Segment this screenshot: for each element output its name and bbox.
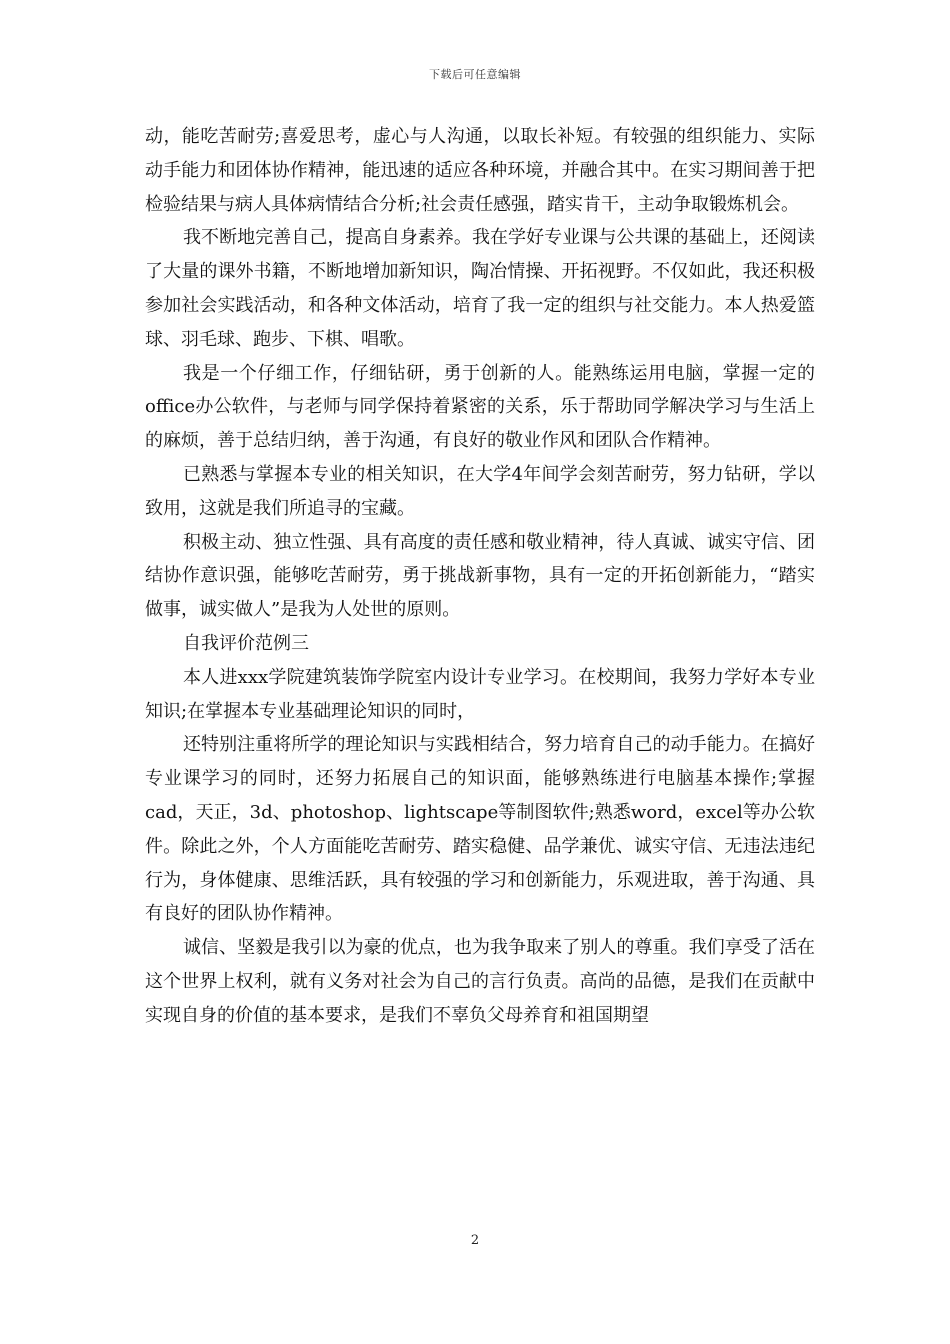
page-number: 2 xyxy=(470,1233,480,1248)
section-heading: 自我评价范例三 xyxy=(183,632,309,654)
paragraph: 我不断地完善自己，提高自身素养。我在学好专业课与公共课的基础上，还阅读了大量的课外书籍，不断地增加新知识，陶冶情操、开拓视野。不仅如此，我还积极参加社会实践活动，和各种文体活动，培育了我一定的组织与社交能力。本人热爱篮球、羽毛球、跑步、下棋、唱歌。 xyxy=(145,227,815,350)
paragraph: 我是一个仔细工作，仔细钻研，勇于创新的人。能熟练运用电脑，掌握一定的office办公软件，与老师与同学保持着紧密的关系，乐于帮助同学解决学习与生活上的麻烦，善于总结归纳，善于沟通，有良好的敬业作风和团队合作精神。 xyxy=(145,362,815,452)
paragraph: 还特别注重将所学的理论知识与实践相结合，努力培育自己的动手能力。在搞好专业课学习的同时，还努力拓展自己的知识面，能够熟练进行电脑基本操作;掌握cad，天正，3d、photoshop、lightscape等制图软件;熟悉word，excel等办公软件。除此之外，个人方面能吃苦耐劳、踏实稳健、品学兼优、诚实守信、无违法违纪行为，身体健康、思维活跃，具有较强的学习和创新能力，乐观进取，善于沟通、具有良好的团队协作精神。 xyxy=(145,734,815,925)
document-body xyxy=(145,120,815,1033)
paragraph: 诚信、坚毅是我引以为豪的优点，也为我争取来了别人的尊重。我们享受了活在这个世界上权利，就有义务对社会为自己的言行负责。高尚的品德，是我们在贡献中实现自身的价值的基本要求，是我们不辜负父母养育和祖国期望 xyxy=(145,937,815,1026)
paragraph: 积极主动、独立性强、具有高度的责任感和敬业精神，待人真诚、诚实守信、团结协作意识强，能够吃苦耐劳，勇于挑战新事物，具有一定的开拓创新能力，“踏实做事，诚实做人”是我为人处世的原则。 xyxy=(145,531,815,621)
page-header: 下载后可任意编辑 xyxy=(429,68,521,81)
paragraph: 已熟悉与掌握本专业的相关知识，在大学4年间学会刻苦耐劳，努力钻研，学以致用，这就是我们所追寻的宝藏。 xyxy=(145,463,815,519)
paragraph-continued: 动，能吃苦耐劳;喜爱思考，虚心与人沟通，以取长补短。有较强的组织能力、实际动手能力和团体协作精神，能迅速的适应各种环境，并融合其中。在实习期间善于把检验结果与病人具体病情结合分析;社会责任感强，踏实肯干，主动争取锻炼机会。 xyxy=(145,126,815,215)
paragraph: 本人进xxx学院建筑装饰学院室内设计专业学习。在校期间，我努力学好本专业知识;在掌握本专业基础理论知识的同时， xyxy=(145,666,815,722)
